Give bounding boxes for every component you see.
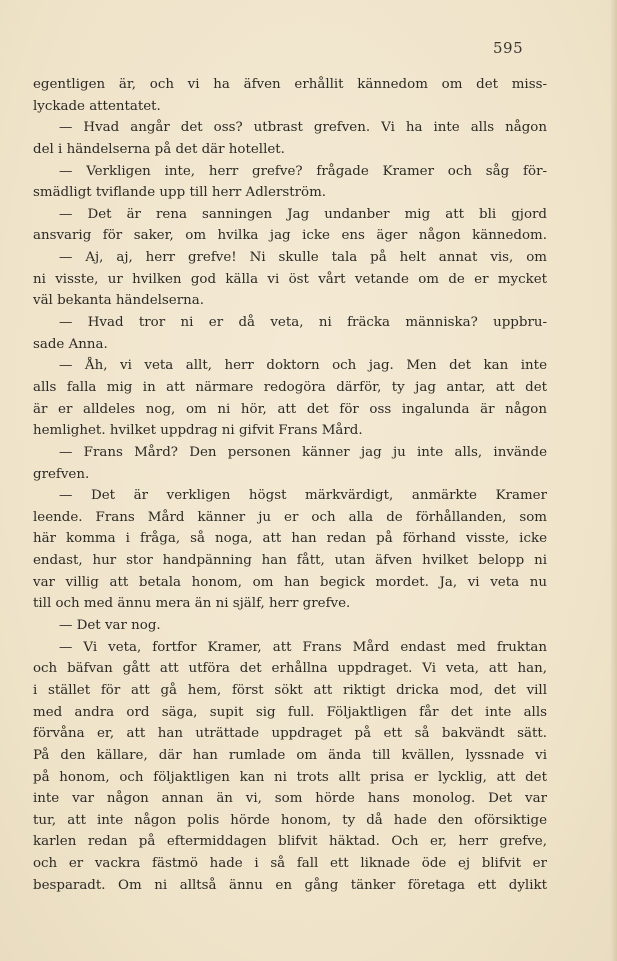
text-line: grefven.	[33, 466, 90, 482]
text-line: — Frans Mård? Den personen känner jag ju inte alls, invände	[59, 444, 547, 460]
text-line: på honom, och följaktligen kan ni trots allt prisa er lycklig, att det	[33, 769, 547, 785]
text-line: — Det är verkligen högst märkvärdigt, anmärkte Kramer	[59, 488, 547, 504]
text-line: — Hvad tror ni er då veta, ni fräcka människa? uppbru-	[59, 315, 547, 331]
text-line: är er alldeles nog, om ni hör, att det för oss ingalunda är någon	[33, 401, 547, 417]
text-line: endast, hur stor handpänning han fått, utan äfven hvilket belopp ni	[33, 553, 547, 569]
text-line: och bäfvan gått att utföra det erhållna uppdraget. Vi veta, att han,	[33, 661, 547, 677]
page-edge	[611, 0, 617, 961]
text-line: — Hvad angår det oss? utbrast grefven. Vi ha inte alls någon	[59, 120, 547, 136]
page-number: 595	[493, 39, 524, 57]
text-line: besparadt. Om ni alltså ännu en gång tänker företaga ett dylikt	[33, 877, 547, 893]
text-line: och er vackra fästmö hade i så fall ett liknade öde ej blifvit er	[33, 856, 547, 872]
text-line: — Aj, aj, herr grefve! Ni skulle tala på helt annat vis, om	[59, 250, 547, 266]
text-line: med andra ord säga, supit sig full. Följaktligen får det inte alls	[33, 704, 547, 720]
text-line: tur, att inte någon polis hörde honom, ty då hade den oförsiktige	[33, 812, 547, 828]
text-line: var villig att betala honom, om han begick mordet. Ja, vi veta nu	[33, 574, 547, 590]
body-text	[33, 74, 547, 896]
text-line: På den källare, där han rumlade om ända till kvällen, lyssnade vi	[33, 747, 547, 763]
text-line: lyckade attentatet.	[33, 98, 161, 114]
text-line: förvåna er, att han uträttade uppdraget på ett så bakvändt sätt.	[33, 726, 547, 742]
text-line: ansvarig för saker, om hvilka jag icke ens äger någon kännedom.	[33, 228, 547, 244]
text-line: smädligt tviflande upp till herr Adlerström.	[33, 185, 327, 201]
text-line: i stället för att gå hem, först sökt att riktigt dricka mod, det vill	[33, 682, 547, 698]
text-line: leende. Frans Mård känner ju er och alla de förhållanden, som	[33, 509, 547, 525]
text-line: — Det var nog.	[59, 618, 161, 634]
text-line: till och med ännu mera än ni själf, herr grefve.	[33, 596, 351, 612]
text-line: egentligen är, och vi ha äfven erhållit kännedom om det miss-	[33, 77, 547, 92]
text-line: — Åh, vi veta allt, herr doktorn och jag. Men det kan inte	[59, 358, 547, 374]
text-line: väl bekanta händelserna.	[33, 293, 204, 309]
text-line: karlen redan på eftermiddagen blifvit häktad. Och er, herr grefve,	[33, 834, 547, 850]
text-line: hemlighet. hvilket uppdrag ni gifvit Frans Mård.	[33, 423, 363, 439]
text-line: ni visste, ur hvilken god källa vi öst vårt vetande om de er mycket	[33, 271, 547, 287]
text-line: — Vi veta, fortfor Kramer, att Frans Mård endast med fruktan	[59, 639, 547, 655]
text-line: inte var någon annan än vi, som hörde hans monolog. Det var	[33, 791, 547, 807]
text-line: — Det är rena sanningen Jag undanber mig att bli gjord	[59, 206, 547, 222]
text-line: del i händelserna på det där hotellet.	[33, 141, 285, 157]
text-line: alls falla mig in att närmare redogöra därför, ty jag antar, att det	[33, 379, 547, 395]
text-line: — Verkligen inte, herr grefve? frågade Kramer och såg för-	[59, 163, 547, 179]
text-line: här komma i fråga, så noga, att han redan på förhand visste, icke	[33, 531, 547, 547]
text-line: sade Anna.	[33, 336, 108, 352]
